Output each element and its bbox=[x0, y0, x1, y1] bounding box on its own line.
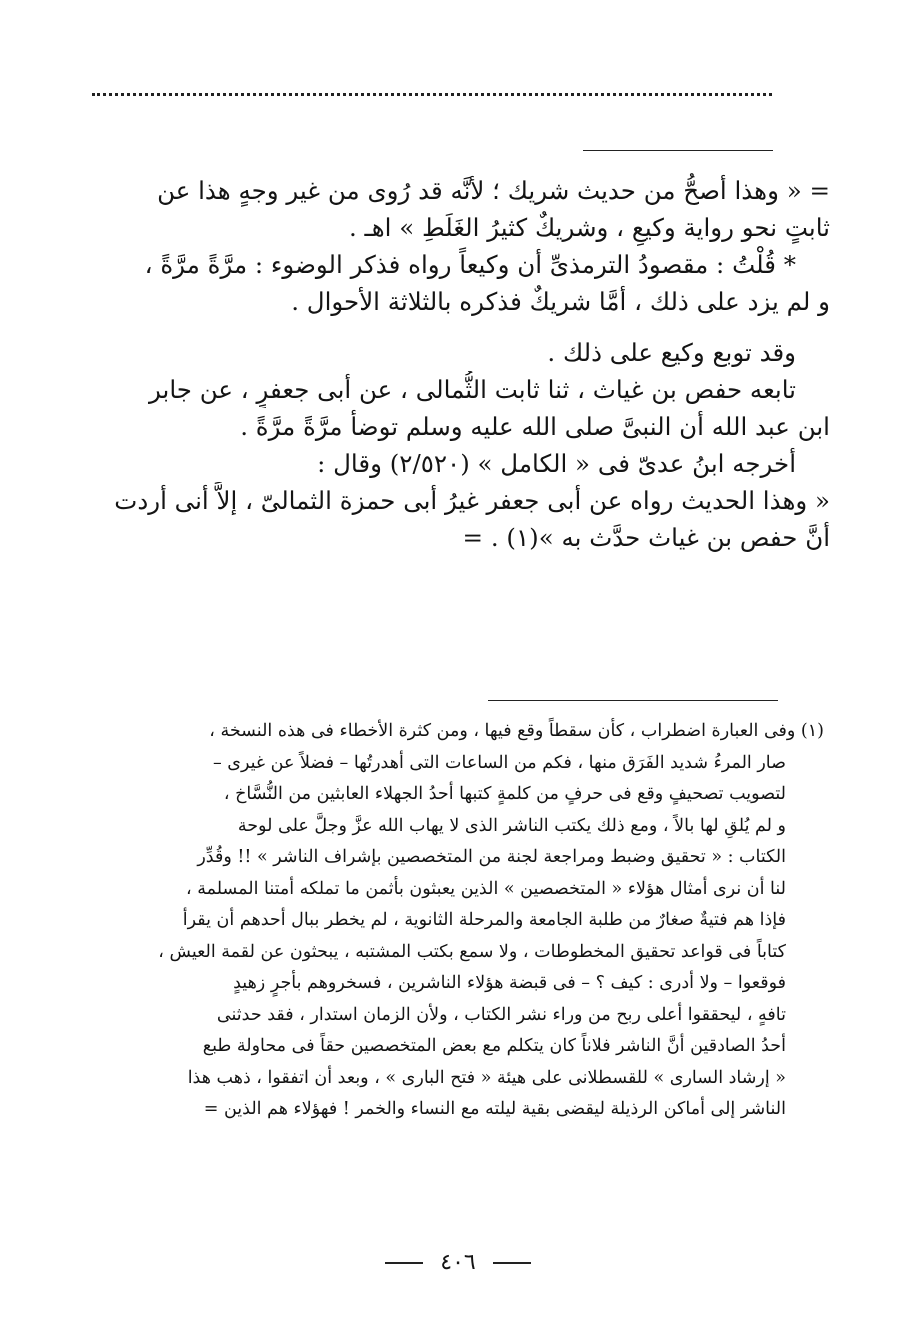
footnote-line: تافهٍ ، ليحققوا أعلى ربح من وراء نشر الكتاب ، ولأن الزمان استدار ، فقد حدثنى bbox=[216, 1004, 786, 1025]
footnote-separator bbox=[488, 700, 778, 701]
footnote-line: « إرشاد السارى » للقسطلانى على هيئة « فتح البارى » ، وبعد أن اتفقوا ، ذهب هذا bbox=[187, 1067, 786, 1088]
footnote-line: و لم يُلقِ لها بالاً ، ومع ذلك يكتب الناشر الذى لا يهاب الله عزَّ وجلَّ على لوحة bbox=[237, 815, 786, 836]
footnote-line: فوقعوا – ولا أدرى : كيف ؟ – فى قبضة هؤلاء الناشرين ، فسخروهم بأجرٍ زهيدٍ bbox=[233, 973, 786, 993]
main-line: « وهذا الحديث رواه عن أبى جعفر غيرُ أبى حمزة الثمالىّ ، إلاَّ أنى أردت bbox=[114, 486, 830, 515]
main-line: تابعه حفص بن غياث ، ثنا ثابت الثُّمالى ، عن أبى جعفرٍ ، عن جابر bbox=[149, 375, 796, 404]
main-line: * قُلْتُ : مقصودُ الترمذىِّ أن وكيعاً رواه فذكر الوضوء : مرَّةً مرَّةً ، bbox=[144, 250, 796, 279]
main-line: ثابتٍ نحو رواية وكيعٍ ، وشريكٌ كثيرُ الغَلَطِ » اهـ . bbox=[348, 213, 830, 242]
footnote-line: الناشر إلى أماكن الرذيلة ليقضى بقية ليلته مع النساء والخمر ! فهؤلاء هم الذين = bbox=[203, 1099, 786, 1119]
paragraph-gap bbox=[74, 320, 830, 334]
main-line: أخرجه ابنُ عدىّ فى « الكامل » (٢/٥٢٠) وقال : bbox=[317, 449, 796, 478]
main-line: ابن عبد الله أن النبىَّ صلى الله عليه وسلم توضأ مرَّةً مرَّةً . bbox=[240, 412, 830, 441]
footnote-line: كتاباً فى قواعد تحقيق المخطوطات ، ولا سمع بكتب المشتبه ، يبحثون عن لقمة العيش ، bbox=[158, 941, 786, 962]
footnote-line: أحدُ الصادقين أنَّ الناشر فلاناً كان يتكلم مع بعض المتخصصين حقاً فى محاولة طبع bbox=[202, 1036, 786, 1056]
page-number-area bbox=[0, 1250, 916, 1275]
footnote-line: لتصويب تصحيفٍ وقع فى حرفٍ من كلمةٍ كتبها أحدُ الجهلاء العابثين من النُّسَّاخ ، bbox=[223, 784, 786, 804]
footnote-line: صار المرءُ شديد الفَرَق منها ، فكم من الساعات التى أهدرتُها – فضلاً عن غيرى – bbox=[212, 752, 786, 773]
footnote-line: (١) وفى العبارة اضطراب ، كأن سقطاً وقع فيها ، ومن كثرة الأخطاء فى هذه النسخة ، bbox=[209, 721, 824, 741]
footnote-line: فإذا هم فتيةٌ صغارٌ من طلبة الجامعة والمرحلة الثانوية ، لم يخطر ببال أحدهم أن يقرأ bbox=[182, 910, 786, 930]
main-line: و لم يزد على ذلك ، أمَّا شريكٌ فذكره بالثلاثة الأحوال . bbox=[291, 287, 830, 316]
page-number-dash bbox=[493, 1262, 531, 1264]
main-line: = « وهذا أصحُّ من حديث شريك ؛ لأنَّه قد رُوى من غير وجهٍ هذا عن bbox=[157, 176, 830, 205]
header-dotted-rule bbox=[92, 93, 772, 96]
main-text bbox=[74, 172, 830, 556]
footnote-line: الكتاب : « تحقيق وضبط ومراجعة لجنة من المتخصصين بإشراف الناشر » !! وقُدِّر bbox=[197, 847, 786, 867]
page-number-dash bbox=[385, 1262, 423, 1264]
footnote-line: لنا أن نرى أمثال هؤلاء « المتخصصين » الذين يعبثون بأثمن ما تملكه أمتنا المسلمة ، bbox=[186, 878, 786, 899]
continuation-rule bbox=[583, 150, 773, 151]
main-line: وقد توبع وكيع على ذلك . bbox=[547, 338, 796, 367]
main-line: أنَّ حفص بن غياث حدَّث به »(١) . = bbox=[462, 523, 830, 552]
footnote bbox=[82, 716, 824, 1126]
page-number: ٤٠٦ bbox=[440, 1250, 476, 1275]
